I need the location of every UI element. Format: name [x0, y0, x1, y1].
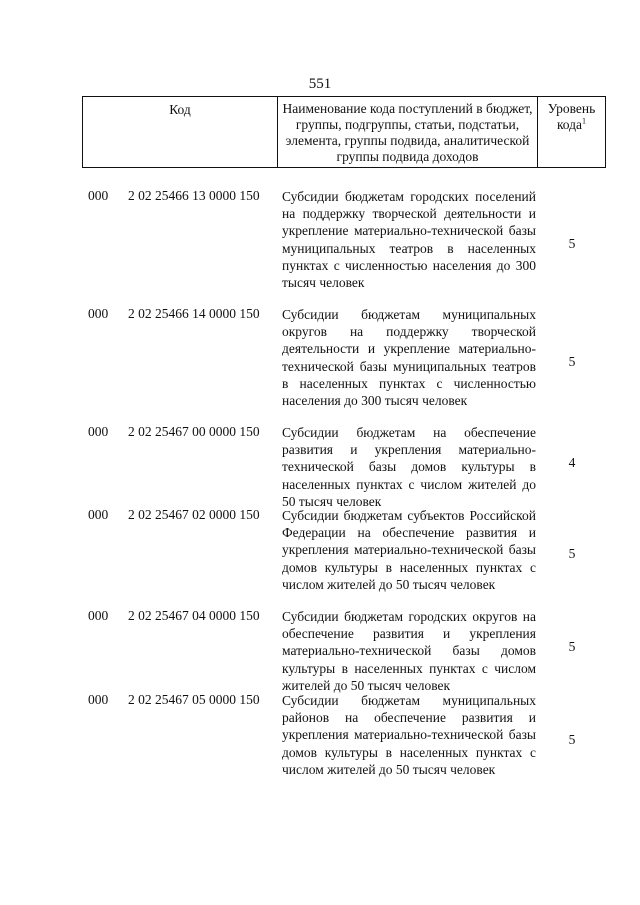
- admin-code: 000: [88, 608, 109, 623]
- code-level: 5: [568, 732, 576, 747]
- admin-code: 000: [88, 424, 109, 439]
- income-code: 2 02 25467 05 0000 150: [128, 692, 260, 707]
- admin-code: 000: [88, 692, 109, 707]
- table-header: [82, 96, 606, 168]
- income-name: Субсидии бюджетам муниципальных районов на обеспечение развития и укрепления материально-технической базы домов культуры в населенных пунктах с числом жителей до 50 тысяч человек: [282, 693, 536, 777]
- code-level: 5: [568, 236, 576, 251]
- code-level: 5: [568, 546, 576, 561]
- income-name: Субсидии бюджетам на обеспечение развития и укрепления материально-технической базы домов культуры в населенных пунктах с числом жителей до 50 тысяч человек: [282, 425, 536, 509]
- admin-code: 000: [88, 507, 109, 522]
- income-name: Субсидии бюджетам субъектов Российской Федерации на обеспечение развития и укрепления материально-технической базы домов культуры в населенных пунктах с числом жителей до 50 тысяч человек: [282, 508, 536, 592]
- page-number: 551: [308, 76, 332, 92]
- income-code: 2 02 25467 04 0000 150: [128, 608, 260, 623]
- income-name: Субсидии бюджетам муниципальных округов на поддержку творческой деятельности и укрепление материально-технической базы муниципальных театров в населенных пунктах с численностью населения до 300 тысяч человек: [282, 307, 536, 409]
- income-code: 2 02 25467 02 0000 150: [128, 507, 260, 522]
- income-code: 2 02 25467 00 0000 150: [128, 424, 260, 439]
- code-level: 5: [568, 639, 576, 654]
- income-code: 2 02 25466 13 0000 150: [128, 188, 260, 203]
- header-level-label: Уровень кода: [547, 101, 596, 132]
- header-name: Наименование кода поступлений в бюджет, группы, подгруппы, статьи, подстатьи, элемента, группы подвида, аналитической группы подвида доходов: [278, 97, 538, 167]
- admin-code: 000: [88, 188, 109, 203]
- header-code: Код: [82, 97, 278, 167]
- code-level: 4: [568, 455, 576, 470]
- header-level: [538, 97, 606, 167]
- code-level: 5: [568, 354, 576, 369]
- income-name: Субсидии бюджетам городских поселений на поддержку творческой деятельности и укрепление материально-технической базы муниципальных театров в населенных пунктах с численностью населения до 300 тысяч человек: [282, 189, 536, 291]
- income-code: 2 02 25466 14 0000 150: [128, 306, 260, 321]
- admin-code: 000: [88, 306, 109, 321]
- header-level-footnote: 1: [582, 116, 587, 126]
- income-name: Субсидии бюджетам городских округов на обеспечение развития и укрепления материально-технической базы домов культуры в населенных пунктах с числом жителей до 50 тысяч человек: [282, 609, 536, 693]
